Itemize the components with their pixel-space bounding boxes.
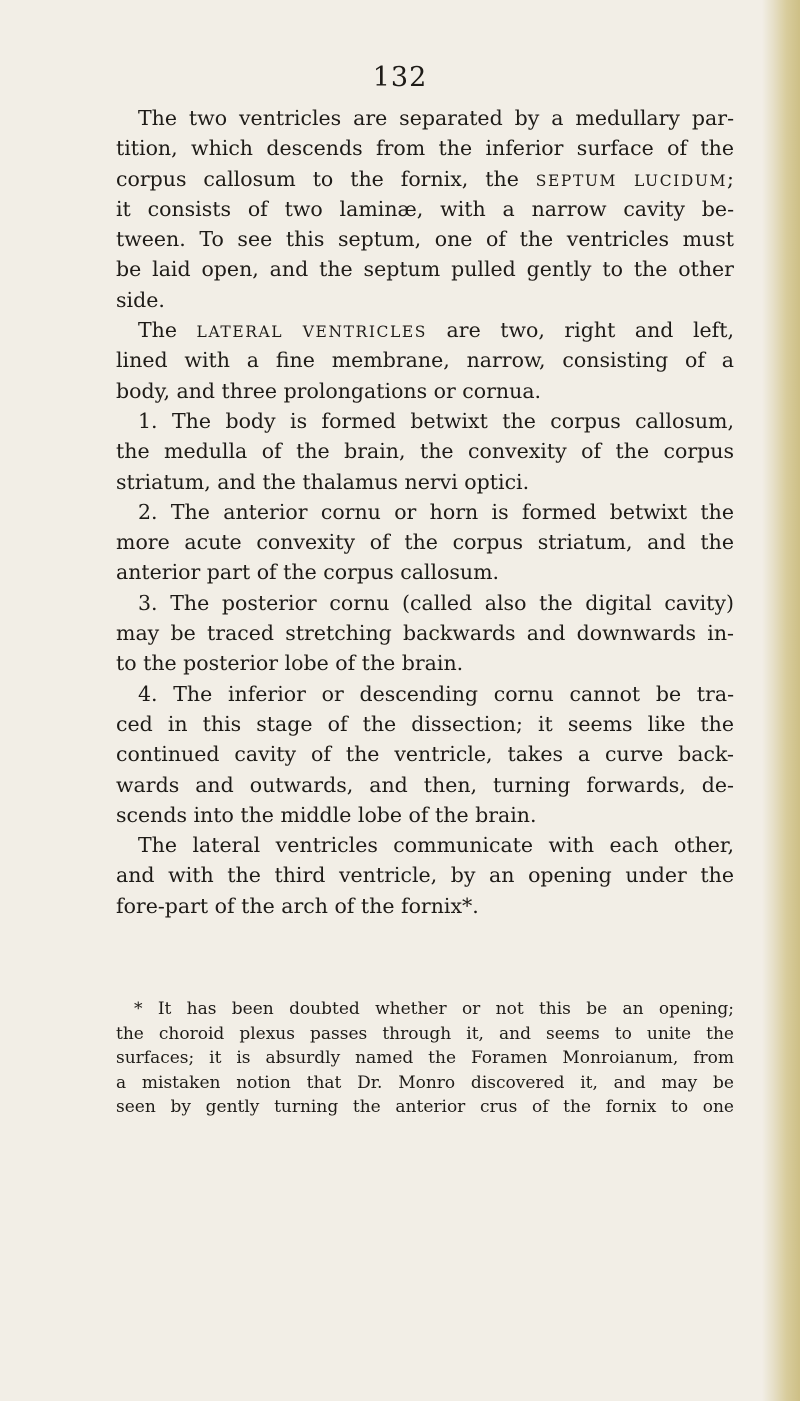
footnote-line: seen by gently turning the anterior crus of the fornix to one — [116, 1097, 734, 1118]
text-line: tition, which descends from the inferior surface of the — [116, 136, 734, 161]
paragraph-body — [116, 406, 734, 497]
text-line: The two ventricles are separated by a medullary par- — [138, 106, 734, 130]
footnote-line: surfaces; it is absurdly named the Foramen Monroianum, from — [116, 1048, 734, 1069]
page-edge-shading — [762, 0, 800, 1401]
body-text — [116, 103, 734, 921]
text-line: tween. To see this septum, one of the ventricles must — [116, 227, 734, 252]
paragraph-septum — [116, 103, 734, 315]
text-line: The lateral ventricles communicate with each other, — [138, 833, 734, 858]
text-line: lined with a fine membrane, narrow, consisting of a — [116, 348, 734, 373]
paragraph-lateral-ventricles — [116, 315, 734, 406]
footnote-line: a mistaken notion that Dr. Monro discovered it, and may be — [116, 1072, 734, 1093]
text-line: corpus callosum to the fornix, the SEPTUM LUCIDUM; — [116, 166, 734, 191]
text-line: 2. The anterior cornu or horn is formed betwixt the — [138, 499, 734, 524]
text-line: ced in this stage of the dissection; it seems like the — [116, 711, 734, 736]
text-line: and with the third ventricle, by an opening under the — [116, 863, 734, 888]
small-caps-term: SEPTUM LUCIDUM — [535, 171, 728, 190]
text-line: wards and outwards, and then, turning forwards, de- — [116, 772, 734, 797]
text-line: may be traced stretching backwards and downwards in- — [116, 621, 734, 646]
text-line: side. — [116, 287, 165, 312]
paragraph-anterior-cornu — [116, 497, 734, 588]
text-line: 1. The body is formed betwixt the corpus callosum, — [138, 408, 734, 433]
text-line: scends into the middle lobe of the brain. — [116, 802, 537, 827]
text-line: 4. The inferior or descending cornu cannot be tra- — [138, 681, 734, 706]
text-line: anterior part of the corpus callosum. — [116, 560, 500, 585]
text-line: body, and three prolongations or cornua. — [116, 378, 542, 403]
small-caps-term: LATERAL VENTRICLES — [196, 323, 428, 342]
text-line: the medulla of the brain, the convexity of the corpus — [116, 439, 734, 464]
footnote — [116, 997, 734, 1120]
text-line: it consists of two laminæ, with a narrow cavity be- — [116, 196, 734, 221]
text-line: to the posterior lobe of the brain. — [116, 651, 464, 676]
page-number: 132 — [372, 62, 428, 93]
footnote-line: * It has been doubted whether or not this be an opening; — [134, 999, 734, 1019]
paragraph-communication — [116, 830, 734, 921]
text-line: continued cavity of the ventricle, takes a curve back- — [116, 742, 734, 767]
text-line: more acute convexity of the corpus striatum, and the — [116, 530, 734, 555]
paragraph-inferior-cornu — [116, 679, 734, 830]
text-line: striatum, and the thalamus nervi optici. — [116, 469, 530, 494]
text-line: The LATERAL VENTRICLES are two, right and left, — [138, 318, 734, 343]
paragraph-posterior-cornu — [116, 588, 734, 679]
text-line: 3. The posterior cornu (called also the digital cavity) — [138, 590, 734, 615]
text-line: fore-part of the arch of the fornix*. — [116, 893, 479, 918]
text-line: be laid open, and the septum pulled gently to the other — [116, 257, 734, 282]
footnote-line: the choroid plexus passes through it, and seems to unite the — [116, 1023, 734, 1044]
